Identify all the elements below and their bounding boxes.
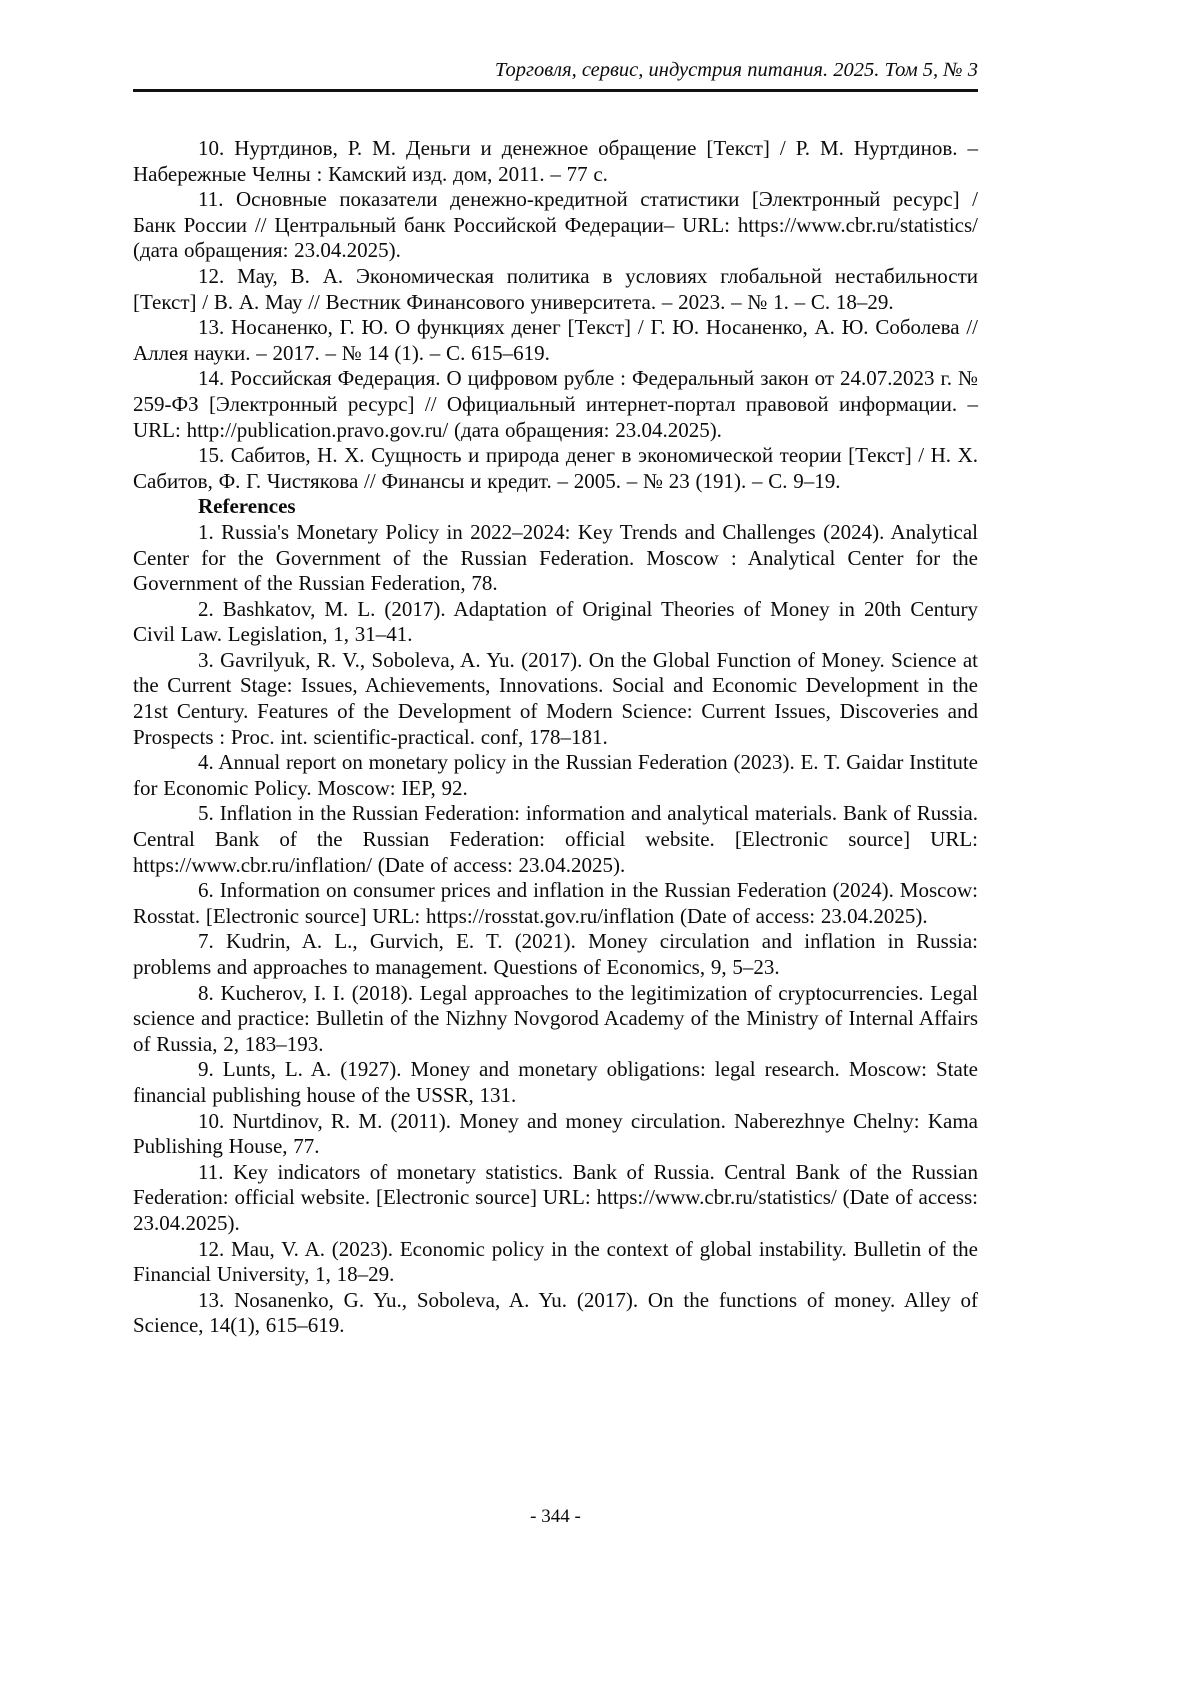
ru-reference-item-10: 10. Нуртдинов, Р. М. Деньги и денежное обращение [Текст] / Р. М. Нуртдинов. – Набережные Челны : Камский изд. дом, 2011. – 77 с. — [133, 136, 978, 186]
ru-reference-item-13: 13. Носаненко, Г. Ю. О функциях денег [Текст] / Г. Ю. Носаненко, А. Ю. Соболева // Аллея науки. – 2017. – № 14 (1). – С. 615–619. — [133, 315, 978, 365]
en-reference-item-5: 5. Inflation in the Russian Federation: information and analytical materials. Bank of Russia. Central Bank of the Russian Federation: official website. [Electronic source] URL: https://www.cbr.ru/inflation/ (Date of access: 23.04.2025). — [133, 801, 978, 877]
en-reference-item-9: 9. Lunts, L. A. (1927). Money and monetary obligations: legal research. Moscow: State financial publishing house of the USSR, 131. — [133, 1057, 978, 1107]
page-number: - 344 - — [530, 1506, 581, 1527]
en-reference-item-7: 7. Kudrin, A. L., Gurvich, E. T. (2021). Money circulation and inflation in Russia: problems and approaches to management. Questions of Economics, 9, 5–23. — [133, 929, 978, 979]
ru-reference-item-12: 12. Мау, В. А. Экономическая политика в условиях глобальной нестабильности [Текст] / В. А. Мау // Вестник Финансового университета. – 2023. – № 1. – С. 18–29. — [133, 263, 978, 314]
en-reference-item-12: 12. Mau, V. A. (2023). Economic policy in the context of global instability. Bulletin of the Financial University, 1, 18–29. — [133, 1236, 978, 1287]
header-rule — [133, 89, 978, 92]
ru-reference-item-11: 11. Основные показатели денежно-кредитной статистики [Электронный ресурс] / Банк России // Центральный банк Российской Федерации– URL: https://www.cbr.ru/statistics/ (дата обращения: 23.04.2025). — [133, 187, 978, 263]
en-reference-item-10: 10. Nurtdinov, R. M. (2011). Money and money circulation. Naberezhnye Chelny: Kama Publishing House, 77. — [133, 1108, 978, 1159]
references-section-heading: References — [198, 494, 296, 519]
ru-reference-item-15: 15. Сабитов, Н. Х. Сущность и природа денег в экономической теории [Текст] / Н. Х. Сабитов, Ф. Г. Чистякова // Финансы и кредит. – 2005. – № 23 (191). – С. 9–19. — [133, 443, 978, 493]
page-header — [133, 58, 978, 92]
en-reference-item-3: 3. Gavrilyuk, R. V., Soboleva, A. Yu. (2017). On the Global Function of Money. Science at the Current Stage: Issues, Achievements, Innovations. Social and Economic Development in the 21st Century. Features of the Development of Modern Science: Current Issues, Discoveries and Prospects : Proc. int. scientific-practical. conf, 178–181. — [133, 647, 978, 749]
en-reference-item-11: 11. Key indicators of monetary statistics. Bank of Russia. Central Bank of the Russian Federation: official website. [Electronic source] URL: https://www.cbr.ru/statistics/ (Date of access: 23.04.2025). — [133, 1159, 978, 1235]
en-reference-item-13: 13. Nosanenko, G. Yu., Soboleva, A. Yu. (2017). On the functions of money. Alley of Science, 14(1), 615–619. — [133, 1287, 978, 1338]
en-reference-item-4: 4. Annual report on monetary policy in the Russian Federation (2023). E. T. Gaidar Institute for Economic Policy. Moscow: IEP, 92. — [133, 750, 978, 800]
page-footer — [133, 1505, 978, 1529]
en-reference-item-8: 8. Kucherov, I. I. (2018). Legal approaches to the legitimization of cryptocurrencies. Legal science and practice: Bulletin of the Nizhny Novgorod Academy of the Ministry of Internal Affairs of Russia, 2, 183–193. — [133, 980, 978, 1056]
en-reference-item-6: 6. Information on consumer prices and inflation in the Russian Federation (2024). Moscow: Rosstat. [Electronic source] URL: https://rosstat.gov.ru/inflation (Date of access: 23.04.2025). — [133, 878, 978, 928]
en-reference-item-2: 2. Bashkatov, M. L. (2017). Adaptation of Original Theories of Money in 20th Century Civil Law. Legislation, 1, 31–41. — [133, 596, 978, 647]
ru-reference-item-14: 14. Российская Федерация. О цифровом рубле : Федеральный закон от 24.07.2023 г. № 259-ФЗ [Электронный ресурс] // Официальный интернет-портал правовой информации. – URL: http://publication.pravo.gov.ru/ (дата обращения: 23.04.2025). — [133, 366, 978, 442]
journal-title-line: Торговля, сервис, индустрия питания. 2025. Том 5, № 3 — [494, 59, 978, 81]
en-reference-item-1: 1. Russia's Monetary Policy in 2022–2024: Key Trends and Challenges (2024). Analytical Center for the Government of the Russian Federation. Moscow : Analytical Center for the Government of the Russian Federation, 78. — [133, 519, 978, 596]
references-body — [133, 136, 978, 1339]
